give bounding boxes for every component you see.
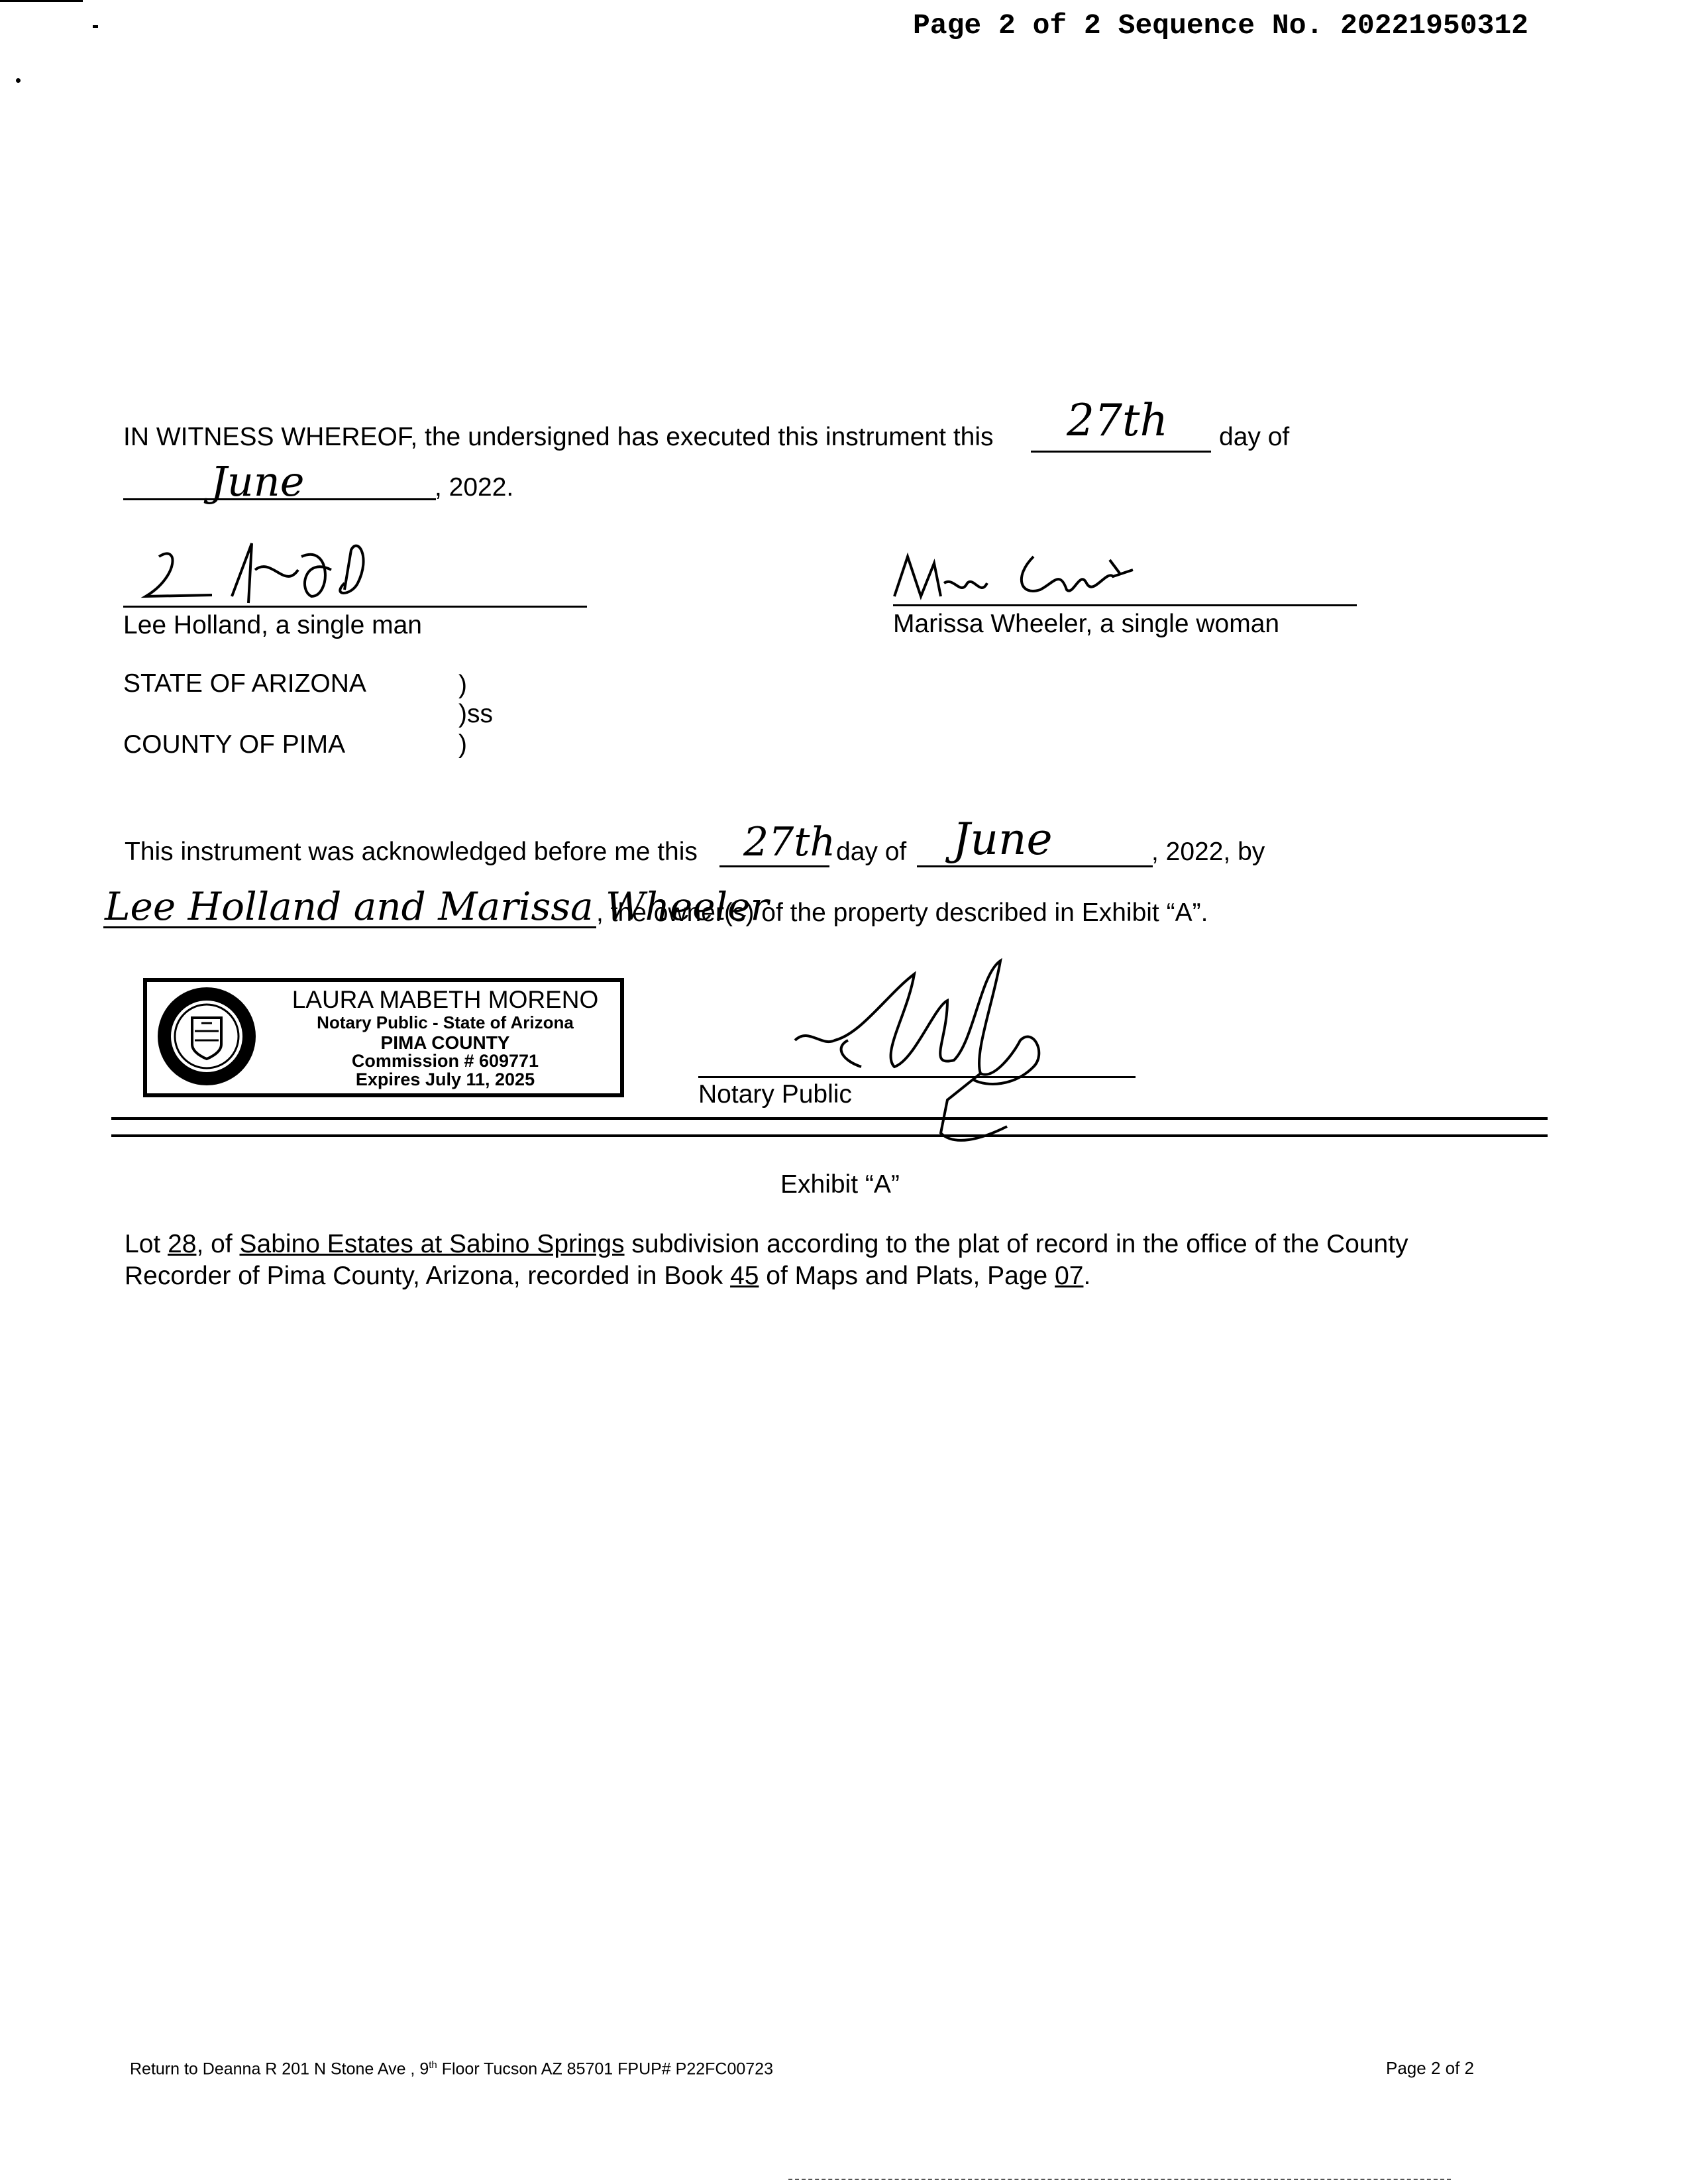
exhibit-line2-end: . (1083, 1262, 1091, 1290)
ack-day-of: day of (836, 838, 907, 866)
exhibit-description-line2 (125, 1262, 1090, 1291)
seal-notary-title: Notary Public - State of Arizona (317, 1012, 574, 1032)
exhibit-subdivision: Sabino Estates at Sabino Springs (239, 1230, 625, 1258)
seal-notary-name: LAURA MABETH MORENO (292, 986, 599, 1013)
venue-paren-bottom: ) (458, 730, 467, 759)
witness-clause (123, 423, 994, 452)
left-signature-line (123, 606, 587, 608)
handwritten-month: June (211, 457, 305, 506)
notary-public-label: Notary Public (698, 1080, 852, 1109)
footer-return-prefix: Return to Deanna R 201 N Stone Ave , 9 (130, 2059, 429, 2079)
venue-state: STATE OF ARIZONA (123, 669, 366, 698)
ack-owners-suffix: , the owner(s) of the property described in Exhibit “A”. (596, 899, 1208, 927)
venue-paren-top: ) (458, 671, 467, 699)
scan-speck (93, 25, 98, 28)
footer-return-address (130, 2059, 773, 2079)
page-sequence-header: Page 2 of 2 Sequence No. 20221950312 (913, 9, 1528, 42)
exhibit-lot-prefix: Lot (125, 1230, 168, 1258)
day-blank-line (1031, 451, 1211, 453)
venue-county: COUNTY OF PIMA (123, 730, 346, 759)
exhibit-after-subdivision: subdivision according to the plat of record in the office of the County (624, 1230, 1408, 1258)
notary-seal-stamp (143, 978, 624, 1097)
footer-page-label: Page 2 of 2 (1386, 2058, 1474, 2078)
left-signer-label: Lee Holland, a single man (123, 611, 422, 639)
footer-floor-sup: th (429, 2059, 437, 2071)
right-signature-line (893, 604, 1357, 606)
exhibit-title: Exhibit “A” (780, 1170, 900, 1199)
seal-expires: Expires July 11, 2025 (355, 1069, 535, 1089)
seal-commission: Commission # 609771 (351, 1051, 539, 1071)
section-divider-top (111, 1117, 1548, 1120)
witness-prefix: IN WITNESS WHEREOF, the undersigned has executed this instrument this (123, 423, 994, 451)
arizona-state-seal-icon (155, 985, 258, 1088)
seal-county: PIMA COUNTY (380, 1032, 510, 1053)
exhibit-page: 07 (1055, 1262, 1084, 1290)
ack-month-blank (917, 865, 1153, 867)
section-divider-bottom (111, 1134, 1548, 1137)
scan-bottom-dashes (788, 2179, 1451, 2181)
exhibit-line2-prefix: Recorder of Pima County, Arizona, recorded in Book (125, 1262, 731, 1290)
witness-year: , 2022. (435, 473, 514, 502)
ack-day-blank (719, 865, 829, 867)
marissa-wheeler-signature (881, 543, 1186, 610)
right-signer-label: Marissa Wheeler, a single woman (893, 610, 1280, 638)
handwritten-day: 27th (1067, 395, 1169, 446)
exhibit-after-lot: , of (196, 1230, 240, 1258)
exhibit-book: 45 (730, 1262, 759, 1290)
exhibit-lot-number: 28 (168, 1230, 197, 1258)
scan-artifact-line (0, 0, 83, 2)
ack-handwritten-month: June (953, 814, 1053, 865)
exhibit-description-line1 (125, 1230, 1408, 1259)
footer-return-suffix: Floor Tucson AZ 85701 FPUP# P22FC00723 (437, 2059, 773, 2079)
exhibit-line2-mid: of Maps and Plats, Page (759, 1262, 1055, 1290)
scan-speck (16, 78, 21, 83)
witness-day-of: day of (1219, 423, 1290, 451)
ack-handwritten-day: 27th (743, 819, 836, 865)
ack-year-by: , 2022, by (1151, 838, 1265, 866)
lee-holland-signature (132, 530, 424, 610)
ack-prefix: This instrument was acknowledged before me this (125, 838, 698, 866)
ack-handwritten-names: Lee Holland and Marissa Wheeler (105, 884, 769, 929)
venue-ss: )ss (458, 700, 493, 728)
